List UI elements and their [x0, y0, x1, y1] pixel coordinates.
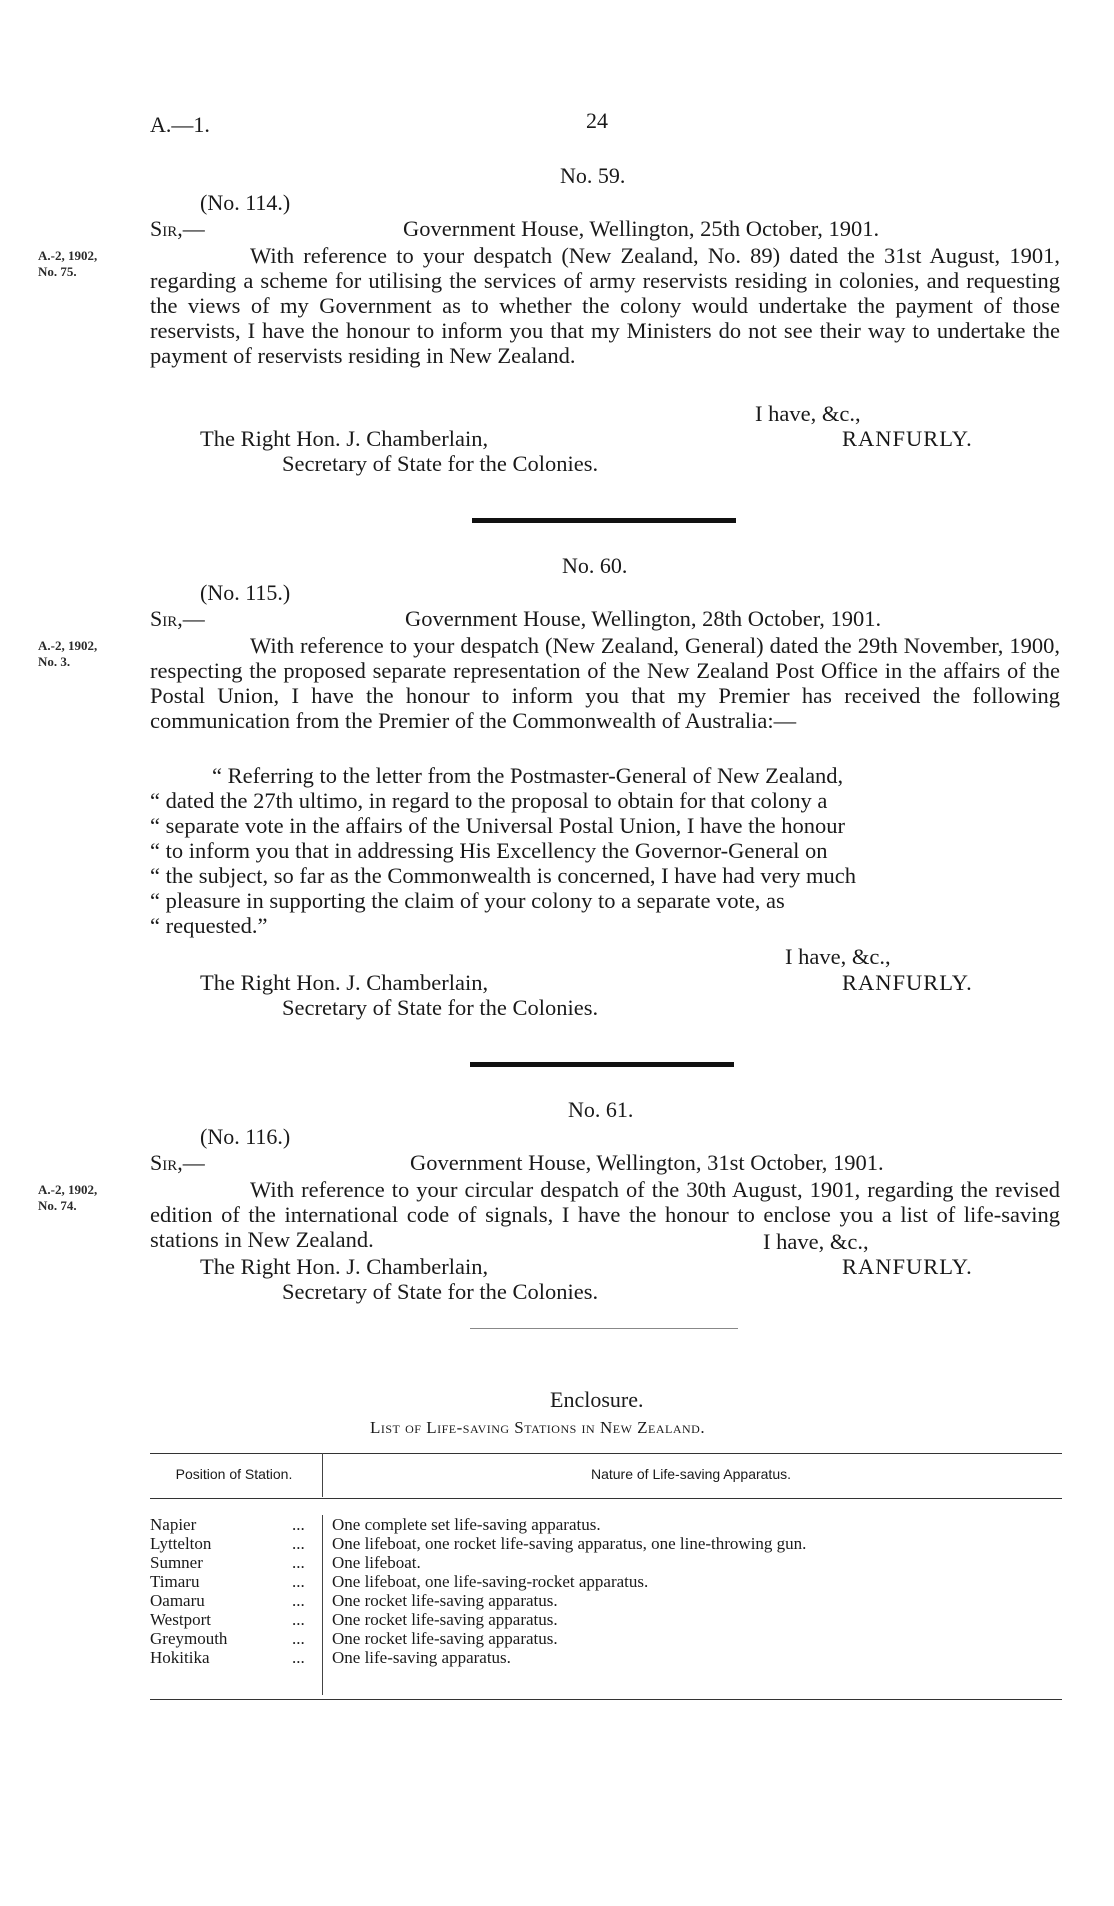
page-number: 24: [586, 108, 608, 133]
closing: I have, &c.,: [785, 944, 891, 969]
dispatch-body: [150, 243, 1060, 368]
table-bottom-rule: [150, 1699, 1062, 1700]
page-header-ref: A.—1.: [150, 112, 210, 137]
apparatus: One life-saving apparatus.: [332, 1648, 511, 1667]
leader-dots: ...: [292, 1648, 305, 1667]
addressee: The Right Hon. J. Chamberlain,: [200, 970, 489, 995]
station-name: Timaru: [150, 1572, 200, 1591]
quote-line: “ pleasure in supporting the claim of your colony to a separate vote, as: [150, 888, 785, 913]
addressee: The Right Hon. J. Chamberlain,: [200, 426, 489, 451]
apparatus: One rocket life-saving apparatus.: [332, 1591, 558, 1610]
margin-note-line: A.-2, 1902,: [38, 248, 98, 263]
table-row: [150, 1534, 1062, 1554]
apparatus: One lifeboat.: [332, 1553, 421, 1572]
dispatch-heading: No. 60.: [562, 553, 628, 578]
table-row: [150, 1515, 1062, 1535]
margin-note: [38, 638, 97, 670]
station-name: Sumner: [150, 1553, 203, 1572]
leader-dots: ...: [292, 1534, 305, 1553]
dispatch-paragraph: With reference to your circular despatch of the 30th August, 1901, regarding the revised edition of the international code of signals, I have the honour to enclose you a list of life-saving stations in New Zealand.: [150, 1177, 1060, 1252]
dateline: Government House, Wellington, 31st October, 1901.: [410, 1150, 884, 1175]
station-name: Hokitika: [150, 1648, 210, 1667]
apparatus: One lifeboat, one life-saving-rocket apparatus.: [332, 1572, 649, 1591]
dispatch-body: [150, 1177, 1060, 1252]
dispatch-ref: (No. 114.): [200, 190, 291, 215]
table-row: [150, 1572, 1062, 1592]
margin-note-line: A.-2, 1902,: [38, 1182, 98, 1197]
station-name: Oamaru: [150, 1591, 205, 1610]
signature: RANFURLY.: [842, 970, 973, 995]
dispatch-ref: (No. 116.): [200, 1124, 291, 1149]
section-divider: [470, 1062, 734, 1067]
salutation: Sir,—: [150, 606, 205, 631]
dateline: Government House, Wellington, 28th October, 1901.: [405, 606, 882, 631]
apparatus: One complete set life-saving apparatus.: [332, 1515, 601, 1534]
leader-dots: ...: [292, 1553, 305, 1572]
margin-note-line: No. 74.: [38, 1198, 77, 1213]
apparatus: One rocket life-saving apparatus.: [332, 1610, 558, 1629]
dispatch-heading: No. 59.: [560, 163, 626, 188]
enclosure-title: Enclosure.: [550, 1387, 644, 1412]
stations-table: [150, 1453, 1062, 1713]
addressee-title: Secretary of State for the Colonies.: [282, 451, 599, 476]
closing: I have, &c.,: [755, 401, 861, 426]
section-divider: [470, 1328, 738, 1329]
table-row: [150, 1553, 1062, 1573]
column-divider: [322, 1453, 323, 1497]
leader-dots: ...: [292, 1572, 305, 1591]
salutation: Sir,—: [150, 216, 205, 241]
signature: RANFURLY.: [842, 426, 973, 451]
dispatch-ref: (No. 115.): [200, 580, 291, 605]
table-header: [150, 1453, 1062, 1499]
quote-line: “ to inform you that in addressing His Excellency the Governor-General on: [150, 838, 828, 863]
addressee-title: Secretary of State for the Colonies.: [282, 995, 599, 1020]
leader-dots: ...: [292, 1610, 305, 1629]
quoted-communication: [150, 763, 1060, 938]
dispatch-paragraph: With reference to your despatch (New Zealand, General) dated the 29th November, 1900, respecting the proposed separate representation of the New Zealand Post Office in the affairs of the Postal Union, I have the honour to inform you that my Premier has received the following communication from the Premier of the Commonwealth of Australia:—: [150, 633, 1060, 733]
quote-line: “ requested.”: [150, 913, 268, 938]
margin-note-line: No. 75.: [38, 264, 77, 279]
signature: RANFURLY.: [842, 1254, 973, 1279]
leader-dots: ...: [292, 1515, 305, 1534]
table-row: [150, 1610, 1062, 1630]
column-header: Position of Station.: [175, 1466, 293, 1482]
table-row: [150, 1648, 1062, 1668]
quote-line: “ dated the 27th ultimo, in regard to the proposal to obtain for that colony a: [150, 788, 828, 813]
apparatus: One rocket life-saving apparatus.: [332, 1629, 558, 1648]
dateline: Government House, Wellington, 25th October, 1901.: [403, 216, 880, 241]
quote-line: “ the subject, so far as the Commonwealth is concerned, I have had very much: [150, 863, 857, 888]
margin-note-line: A.-2, 1902,: [38, 638, 98, 653]
station-name: Greymouth: [150, 1629, 228, 1648]
table-row: [150, 1629, 1062, 1649]
table-row: [150, 1591, 1062, 1611]
station-name: Napier: [150, 1515, 197, 1534]
closing: I have, &c.,: [763, 1229, 869, 1254]
section-divider: [472, 518, 736, 523]
leader-dots: ...: [292, 1591, 305, 1610]
margin-note-line: No. 3.: [38, 654, 71, 669]
quote-line: “ Referring to the letter from the Postmaster-General of New Zealand,: [212, 763, 844, 788]
addressee-title: Secretary of State for the Colonies.: [282, 1279, 599, 1304]
enclosure-subtitle: List of Life-saving Stations in New Zealand.: [370, 1418, 706, 1437]
salutation: Sir,—: [150, 1150, 205, 1175]
column-header: Nature of Life-saving Apparatus.: [590, 1466, 791, 1482]
margin-note: [38, 1182, 97, 1214]
dispatch-heading: No. 61.: [568, 1097, 634, 1122]
leader-dots: ...: [292, 1629, 305, 1648]
addressee: The Right Hon. J. Chamberlain,: [200, 1254, 489, 1279]
dispatch-body: [150, 633, 1060, 733]
margin-note: [38, 248, 97, 280]
station-name: Westport: [150, 1610, 211, 1629]
dispatch-paragraph: With reference to your despatch (New Zealand, No. 89) dated the 31st August, 1901, regarding a scheme for utilising the services of army reservists residing in colonies, and requesting the views of my Government as to whether the colony would undertake the payment of those reservists, I have the honour to inform you that my Ministers do not see their way to undertake the payment of reservists residing in New Zealand.: [150, 243, 1060, 368]
station-name: Lyttelton: [150, 1534, 212, 1553]
quote-line: “ separate vote in the affairs of the Universal Postal Union, I have the honour: [150, 813, 845, 838]
apparatus: One lifeboat, one rocket life-saving apparatus, one line-throwing gun.: [332, 1534, 807, 1553]
